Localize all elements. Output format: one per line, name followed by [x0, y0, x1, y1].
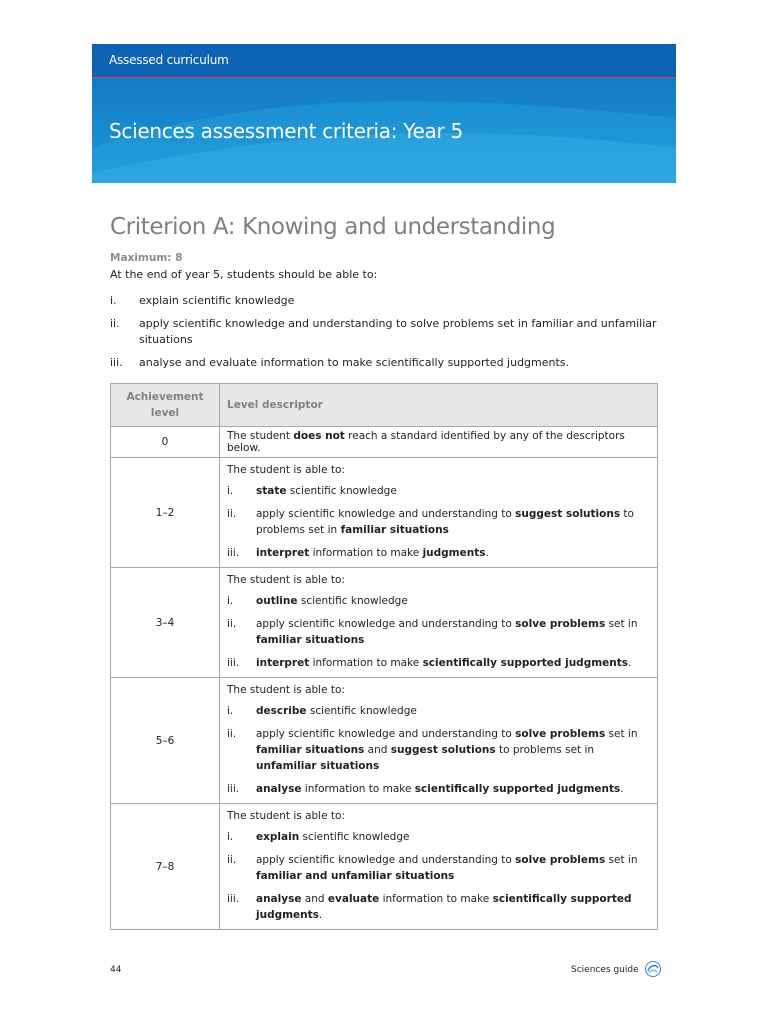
descriptor-number: ii.	[227, 618, 237, 630]
objective-item	[110, 316, 660, 348]
guide-name: Sciences guide	[571, 965, 639, 975]
objective-text: apply scientific knowledge and understanding to solve problems set in familiar and unfamiliar situations	[139, 317, 657, 346]
emphasis-term: familiar situations	[340, 524, 449, 536]
objective-item	[110, 293, 660, 309]
emphasis-term: explain	[256, 831, 300, 843]
descriptor-text	[256, 781, 650, 797]
emphasis-term: interpret	[256, 547, 310, 559]
descriptor-number: iii.	[227, 547, 240, 559]
criterion-maximum: Maximum: 8	[110, 252, 183, 264]
emphasis-term: interpret	[256, 657, 310, 669]
descriptor-text-run: reach a standard identified by any of the descriptors below.	[227, 430, 625, 454]
descriptor-list	[227, 829, 650, 923]
descriptor-text-run: set in	[605, 618, 638, 630]
emphasis-term: outline	[256, 595, 298, 607]
descriptor-text-run: and	[364, 744, 391, 756]
descriptor-text	[256, 593, 650, 609]
descriptor-text	[256, 852, 650, 884]
page-title: Sciences assessment criteria: Year 5	[109, 119, 463, 143]
descriptor-text-run: apply scientific knowledge and understanding to	[256, 728, 516, 740]
header-achievement-level-text: Achievement level	[126, 391, 204, 419]
emphasis-term: analyse	[256, 893, 302, 905]
descriptor-list	[227, 483, 650, 561]
descriptor-text-run: information to make	[309, 657, 423, 669]
descriptor-item	[227, 781, 650, 797]
descriptor-list	[227, 703, 650, 797]
descriptor-text-run: information to make	[309, 547, 423, 559]
descriptor-item	[227, 545, 650, 561]
descriptor-text	[256, 483, 650, 499]
objective-number: i.	[110, 294, 117, 307]
level-descriptor-cell	[220, 678, 658, 804]
objectives-list	[110, 293, 660, 378]
descriptor-text-run: apply scientific knowledge and understanding to	[256, 618, 516, 630]
table-row	[111, 804, 658, 930]
table-row	[111, 678, 658, 804]
descriptor-text	[256, 703, 650, 719]
achievement-level-value: 5–6	[155, 734, 175, 747]
objective-text: explain scientific knowledge	[139, 294, 295, 307]
criterion-title: Criterion A: Knowing and understanding	[110, 214, 556, 240]
emphasis-term: scientifically supported judgments	[256, 893, 632, 921]
descriptor-text	[256, 726, 650, 774]
emphasis-term: suggest solutions	[515, 508, 621, 520]
descriptor-text-run: information to make	[379, 893, 493, 905]
table-row	[111, 568, 658, 678]
descriptor-text	[256, 545, 650, 561]
emphasis-term: familiar situations	[256, 634, 365, 646]
descriptor-text	[256, 891, 650, 923]
descriptor-text-run: scientific knowledge	[297, 595, 408, 607]
emphasis-term: solve problems	[515, 728, 606, 740]
emphasis-term: evaluate	[327, 893, 380, 905]
descriptor-text	[256, 655, 650, 671]
descriptor-text-run: to problems set in	[256, 508, 634, 536]
table-row	[111, 458, 658, 568]
emphasis-term: analyse	[256, 783, 302, 795]
descriptor-number: iii.	[227, 893, 240, 905]
able-to-text: The student is able to:	[227, 574, 345, 586]
level-descriptor-cell	[220, 568, 658, 678]
descriptor-number: i.	[227, 595, 234, 607]
objective-number: ii.	[110, 317, 120, 330]
descriptor-item	[227, 726, 650, 774]
descriptor-text-run: scientific knowledge	[299, 831, 410, 843]
table-header-row	[111, 384, 658, 427]
achievement-level-value: 3–4	[155, 616, 175, 629]
emphasis-term: solve problems	[515, 618, 606, 630]
descriptor-list	[227, 593, 650, 671]
descriptor-text-run: to problems set in	[495, 744, 595, 756]
descriptor-item	[227, 703, 650, 719]
able-to-text: The student is able to:	[227, 684, 345, 696]
descriptor-item	[227, 616, 650, 648]
descriptor-text-run: .	[318, 909, 323, 921]
descriptor-number: i.	[227, 705, 234, 717]
descriptor-text-run: The student	[227, 430, 294, 442]
table-body	[111, 427, 658, 930]
able-to-text: The student is able to:	[227, 810, 345, 822]
level-descriptor-cell	[220, 804, 658, 930]
descriptor-item	[227, 655, 650, 671]
ib-logo-icon	[645, 961, 661, 977]
achievement-level-cell	[111, 427, 220, 458]
descriptor-text-run: set in	[605, 854, 638, 866]
header-banner	[92, 44, 676, 183]
header-level-descriptor: Level descriptor	[220, 384, 658, 427]
emphasis-term: unfamiliar situations	[256, 760, 380, 772]
achievement-level-cell	[111, 678, 220, 804]
descriptor-text	[256, 506, 650, 538]
descriptor-text-run: apply scientific knowledge and understanding to	[256, 854, 516, 866]
descriptor-text-run: apply scientific knowledge and understanding to	[256, 508, 516, 520]
descriptor-text-run: information to make	[301, 783, 415, 795]
descriptor-text-run: .	[620, 783, 624, 795]
page-number: 44	[110, 965, 122, 975]
header-achievement-level	[111, 384, 220, 427]
achievement-level-value: 1–2	[155, 506, 175, 519]
level-descriptor-cell	[220, 427, 658, 458]
descriptor-text-run: .	[485, 547, 489, 559]
descriptor-text-run: scientific knowledge	[306, 705, 417, 717]
level-descriptor-cell	[220, 458, 658, 568]
descriptor-text	[256, 829, 650, 845]
criterion-intro: At the end of year 5, students should be able to:	[110, 268, 378, 281]
descriptor-number: i.	[227, 485, 234, 497]
achievement-level-cell	[111, 458, 220, 568]
emphasis-term: familiar situations	[256, 744, 365, 756]
emphasis-term: describe	[256, 705, 307, 717]
achievement-level-cell	[111, 804, 220, 930]
descriptor-item	[227, 852, 650, 884]
descriptor-text-run: scientific knowledge	[286, 485, 397, 497]
descriptor-text-run: and	[301, 893, 328, 905]
achievement-level-cell	[111, 568, 220, 678]
emphasis-term: scientifically supported judgments	[422, 657, 629, 669]
emphasis-term: suggest solutions	[390, 744, 496, 756]
section-label: Assessed curriculum	[109, 53, 229, 67]
emphasis-term: does not	[293, 430, 345, 442]
objective-number: iii.	[110, 356, 123, 369]
descriptor-item	[227, 483, 650, 499]
able-to-text: The student is able to:	[227, 464, 345, 476]
descriptor-number: i.	[227, 831, 234, 843]
objective-text: analyse and evaluate information to make scientifically supported judgments.	[139, 356, 570, 369]
achievement-level-value: 0	[161, 436, 169, 448]
table-row	[111, 427, 658, 458]
descriptor-text-run: set in	[605, 728, 638, 740]
descriptor-number: iii.	[227, 657, 240, 669]
emphasis-term: solve problems	[515, 854, 606, 866]
descriptor-number: ii.	[227, 728, 237, 740]
emphasis-term: familiar and unfamiliar situations	[256, 870, 455, 882]
achievement-level-value: 7–8	[155, 860, 175, 873]
emphasis-term: scientifically supported judgments	[414, 783, 621, 795]
descriptor-item	[227, 891, 650, 923]
descriptor-item	[227, 593, 650, 609]
descriptor-item	[227, 829, 650, 845]
emphasis-term: state	[256, 485, 287, 497]
achievement-table	[110, 383, 658, 930]
emphasis-term: judgments	[422, 547, 486, 559]
descriptor-number: iii.	[227, 783, 240, 795]
descriptor-number: ii.	[227, 854, 237, 866]
descriptor-number: ii.	[227, 508, 237, 520]
descriptor-item	[227, 506, 650, 538]
objective-item	[110, 355, 660, 371]
descriptor-text	[256, 616, 650, 648]
descriptor-text-run: .	[628, 657, 632, 669]
